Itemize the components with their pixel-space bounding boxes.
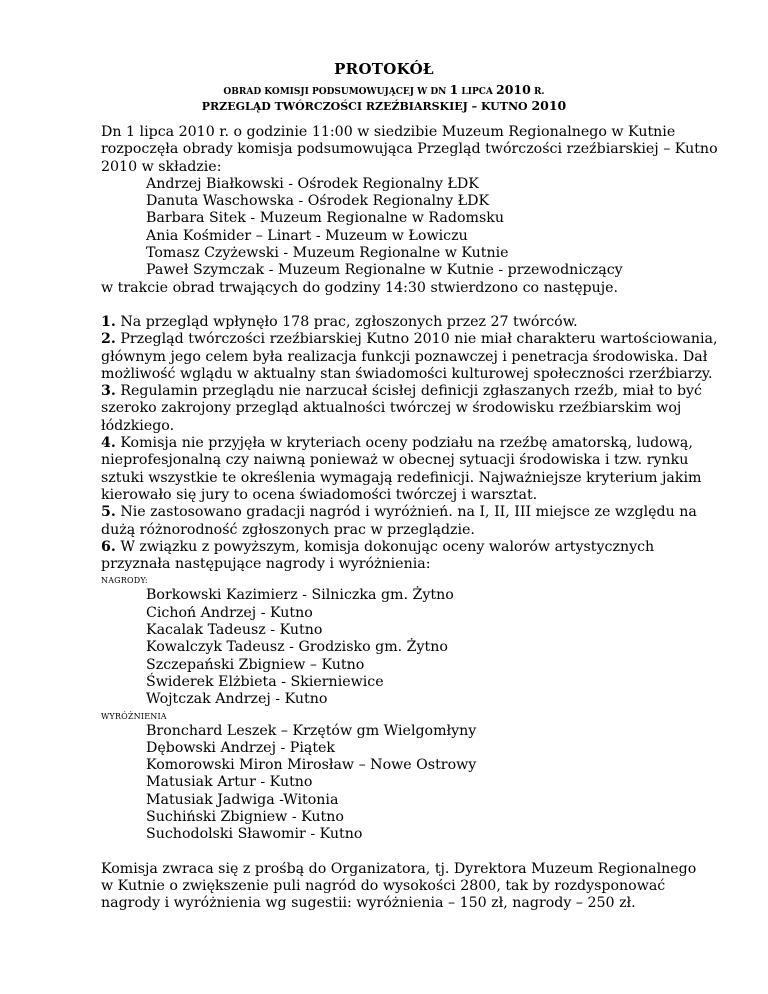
committee-member: Andrzej Białkowski - Ośrodek Regionalny ŁDK [146, 175, 479, 192]
awards-list [101, 587, 721, 708]
awards-label-text: NAGRODY [101, 576, 145, 586]
closing-line: nagrody i wyróżnienia wg sugestii: wyróżnienia – 150 zł, nagrody – 250 zł. [101, 895, 636, 912]
award-winner: Świderek Elżbieta - Skierniewice [146, 673, 384, 690]
subtitle-meeting-month: LIPCA [461, 87, 493, 97]
committee-member: Barbara Sitek - Muzeum Regionalne w Radomsku [146, 210, 504, 227]
subtitle-meeting-text: OBRAD KOMISJI PODSUMOWUJĄCEJ W DN [223, 87, 447, 97]
distinction-winner: Suchodolski Sławomir - Kutno [146, 826, 363, 843]
point-text-line: łódzkiego. [101, 417, 175, 434]
point-text: Nie zastosowano gradacji nagród i wyróżnień. na I, II, III miejsce ze względu na [120, 504, 697, 521]
subtitle-review [0, 98, 768, 115]
closing-line: Komisja zwraca się z prośbą do Organizatora, tj. Dyrektora Muzeum Regionalnego [101, 860, 697, 877]
distinction-winner: Komorowski Miron Mirosław – Nowe Ostrowy [146, 757, 477, 774]
point-text: Na przegląd wpłynęło 178 prac, zgłoszonych przez 27 twórców. [120, 313, 578, 330]
point-text: Regulamin przeglądu nie narzucał ścisłej definicji zgłaszanych rzeźb, miał to być [120, 383, 703, 400]
intro-line: Dn 1 lipca 2010 r. o godzinie 11:00 w siedzibie Muzeum Regionalnego w Kutnie [101, 124, 676, 140]
award-winner: Kacalak Tadeusz - Kutno [146, 622, 323, 639]
point-number: 1. [101, 313, 116, 330]
award-winner: Szczepański Zbigniew – Kutno [146, 656, 365, 673]
committee-member: Paweł Szymczak - Muzeum Regionalne w Kutnie - przewodniczący [146, 262, 623, 279]
point-2 [101, 331, 721, 348]
point-text-line: sztuki wszystkie te określenia wymagają redefinicji. Najważniejsze kryterium jakim [101, 469, 702, 486]
distinctions-label: WYRÓŻNIENIA [101, 711, 167, 721]
distinctions-list [101, 723, 721, 844]
point-text: W związku z powyższym, komisja dokonując oceny walorów artystycznych [120, 538, 655, 555]
point-number: 5. [101, 504, 116, 521]
point-1 [101, 314, 721, 331]
awards-label [101, 575, 721, 587]
subtitle-meeting [0, 83, 768, 99]
point-number: 4. [101, 435, 116, 452]
closing-line: w Kutnie o zwiększenie puli nagród do wysokości 2800, tak by rozdysponować [101, 877, 666, 894]
award-winner: Kowalczyk Tadeusz - Grodzisko gm. Żytno [146, 639, 448, 656]
distinction-winner: Dębowski Andrzej - Piątek [146, 739, 336, 756]
point-5 [101, 504, 721, 521]
spacer [101, 297, 721, 314]
intro-closing: w trakcie obrad trwających do godziny 14:30 stwierdzono co następuje. [101, 279, 619, 296]
distinction-winner: Bronchard Leszek – Krzętów gm Wielgomłyny [146, 722, 477, 739]
award-winner: Cichoń Andrzej - Kutno [146, 604, 313, 621]
intro-line: 2010 w składzie: [101, 158, 222, 175]
point-text-line: szeroko zakrojony przegląd aktualności twórczej w środowisku rzeźbiarskim woj [101, 400, 682, 417]
point-text-line: głównym jego celem była realizacja funkcji poznawczej i penetracja środowiska. Dał [101, 348, 708, 365]
spacer [101, 844, 721, 861]
document-title: PROTOKÓŁ [334, 60, 434, 78]
point-text-line: kierowało się jury to ocena świadomości twórczej i warsztat. [101, 486, 538, 503]
point-text: Komisja nie przyjęła w kryteriach oceny podziału na rzeźbę amatorską, ludową, [120, 435, 693, 452]
document-body [101, 124, 721, 912]
point-text-line: nieprofesjonalną czy naiwną ponieważ w obecnej sytuacji środowiska i tzw. rynku [101, 452, 689, 469]
distinction-winner: Matusiak Jadwiga -Witonia [146, 791, 339, 808]
point-text-line: dużą różnorodność zgłoszonych prac w przeglądzie. [101, 521, 475, 538]
subtitle-review-text: PRZEGLĄD TWÓRCZOŚCI RZEŹBIARSKIEJ – KUTNO [201, 100, 528, 113]
point-number: 3. [101, 383, 116, 400]
point-text: Przegląd twórczości rzeźbiarskiej Kutno 2010 nie miał charakteru wartościowania, [120, 331, 718, 348]
award-winner: Wojtczak Andrzej - Kutno [146, 691, 328, 708]
intro-line: rozpoczęła obrady komisja podsumowująca Przegląd twórczości rzeźbiarskiej – Kutno [101, 141, 718, 158]
committee-member: Danuta Waschowska - Ośrodek Regionalny ŁDK [146, 193, 490, 210]
point-4 [101, 435, 721, 452]
point-6 [101, 539, 721, 556]
point-text-line: możliwość wglądu w aktualny stan świadomości kulturowej społeczności rzerźbiarzy. [101, 365, 713, 382]
subtitle-meeting-day: 1 [449, 82, 459, 97]
awards-label-colon: : [144, 576, 148, 586]
point-3 [101, 383, 721, 400]
committee-member: Tomasz Czyżewski - Muzeum Regionalne w Kutnie [146, 245, 509, 262]
award-winner: Borkowski Kazimierz - Silniczka gm. Żytno [146, 587, 454, 604]
point-number: 2. [101, 331, 116, 348]
committee-member: Ania Kośmider – Linart - Muzeum w Łowiczu [146, 227, 468, 244]
point-text-line: przyznała następujące nagrody i wyróżnienia: [101, 556, 431, 573]
subtitle-meeting-tail: R. [533, 87, 545, 97]
distinction-winner: Suchiński Zbigniew - Kutno [146, 808, 344, 825]
distinction-winner: Matusiak Artur - Kutno [146, 774, 313, 791]
subtitle-meeting-year: 2010 [496, 82, 531, 97]
subtitle-review-year: 2010 [531, 98, 567, 113]
point-number: 6. [101, 538, 116, 555]
